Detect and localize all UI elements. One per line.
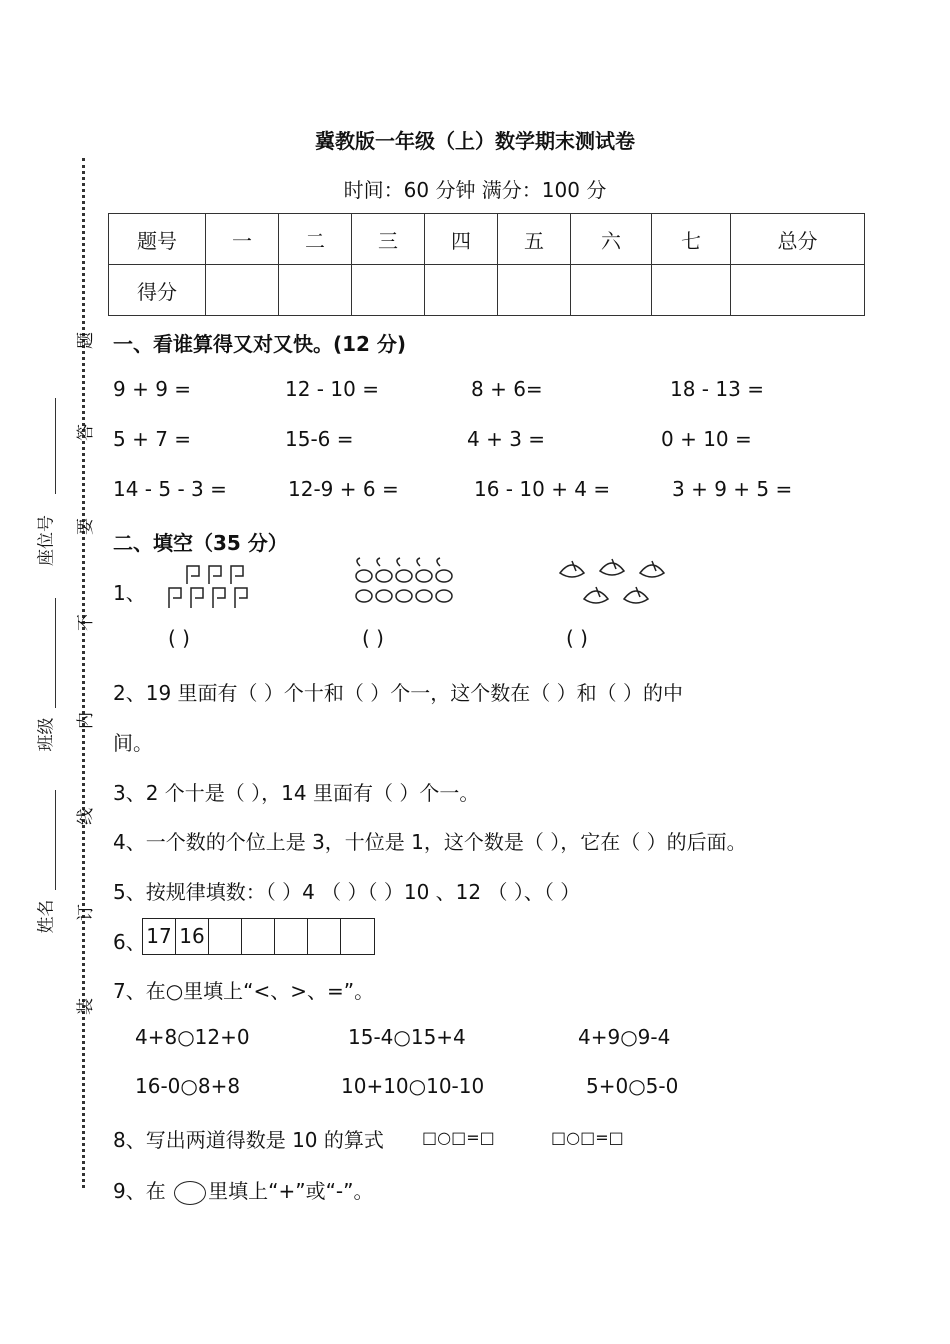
- table-cell: 一: [206, 214, 279, 265]
- score-input-cell[interactable]: [652, 265, 731, 316]
- question-text: 4、一个数的个位上是 3，十位是 1，这个数是（ ），它在（ ）的后面。: [113, 830, 747, 854]
- binding-dotted-line: [82, 158, 85, 1188]
- compare-problem: 4+9○9-4: [578, 1025, 671, 1049]
- calc-problem: 18 - 13 =: [670, 377, 764, 401]
- question-text: 3、2 个十是（ ），14 里面有（ ）个一。: [113, 781, 480, 805]
- balloon-figure-icon: [352, 558, 462, 608]
- score-input-cell[interactable]: [352, 265, 425, 316]
- section-heading: 二、填空（35 分）: [113, 531, 288, 555]
- seal-char: 订: [76, 904, 96, 921]
- answer-blank[interactable]: ( ): [566, 626, 588, 650]
- calc-problem: 4 + 3 =: [467, 427, 546, 451]
- equation-template[interactable]: □○□=□: [551, 1128, 624, 1147]
- answer-blank[interactable]: ( ): [168, 626, 190, 650]
- exam-time-info: 时间：60 分钟 满分：100 分: [343, 178, 607, 202]
- sequence-cell[interactable]: [275, 919, 308, 954]
- question-text-suffix: 里填上“+”或“-”。: [208, 1179, 374, 1203]
- name-label: 姓名: [36, 899, 57, 934]
- seal-char: 线: [76, 808, 96, 825]
- calc-problem: 9 + 9 =: [113, 377, 192, 401]
- score-input-cell[interactable]: [206, 265, 279, 316]
- table-cell: 三: [352, 214, 425, 265]
- seal-char: 不: [76, 614, 96, 631]
- table-cell: 四: [425, 214, 498, 265]
- seal-char: 要: [76, 518, 96, 535]
- seat-number-line[interactable]: [55, 398, 56, 494]
- calc-problem: 12 - 10 =: [285, 377, 379, 401]
- calc-problem: 16 - 10 + 4 =: [474, 477, 611, 501]
- class-line[interactable]: [55, 598, 56, 708]
- question-text: 间。: [113, 731, 153, 755]
- number-sequence-boxes: [142, 918, 375, 955]
- calc-problem: 8 + 6=: [471, 377, 543, 401]
- sequence-cell[interactable]: [242, 919, 275, 954]
- score-input-cell[interactable]: [731, 265, 865, 316]
- question-number: 1、: [113, 581, 146, 605]
- question-text-prefix: 9、在: [113, 1179, 166, 1203]
- seal-char: 答: [76, 424, 96, 441]
- score-table-header-row: [109, 214, 865, 265]
- shell-figure-icon: [556, 555, 681, 613]
- table-cell: 七: [652, 214, 731, 265]
- class-label: 班级: [36, 717, 57, 752]
- seal-char: 题: [76, 332, 96, 349]
- score-input-cell[interactable]: [279, 265, 352, 316]
- table-cell: 得分: [109, 265, 206, 316]
- calc-problem: 5 + 7 =: [113, 427, 192, 451]
- page-title: 冀教版一年级（上）数学期末测试卷: [315, 129, 635, 153]
- sequence-cell[interactable]: [308, 919, 341, 954]
- compare-problem: 15-4○15+4: [348, 1025, 466, 1049]
- table-cell: 六: [571, 214, 652, 265]
- section-heading: 一、看谁算得又对又快。(12 分): [113, 332, 407, 356]
- seal-char: 内: [76, 712, 96, 729]
- compare-problem: 10+10○10-10: [341, 1074, 485, 1098]
- calc-problem: 14 - 5 - 3 =: [113, 477, 227, 501]
- calc-problem: 0 + 10 =: [661, 427, 752, 451]
- calc-problem: 12-9 + 6 =: [288, 477, 399, 501]
- seal-char: 装: [76, 998, 96, 1015]
- question-text: 8、写出两道得数是 10 的算式: [113, 1128, 384, 1152]
- table-cell: 五: [498, 214, 571, 265]
- sequence-cell: 16: [176, 919, 209, 954]
- compare-problem: 4+8○12+0: [135, 1025, 250, 1049]
- compare-problem: 5+0○5-0: [586, 1074, 679, 1098]
- question-text: [113, 1175, 374, 1205]
- question-text: 5、按规律填数：（ ）4 （ ）（ ）10 、12 （ ）、（ ）: [113, 880, 581, 904]
- score-input-cell[interactable]: [425, 265, 498, 316]
- sequence-cell[interactable]: [209, 919, 242, 954]
- score-table: [108, 213, 865, 316]
- name-line[interactable]: [55, 790, 56, 890]
- operator-oval-icon[interactable]: [174, 1181, 206, 1205]
- question-number: 6、: [113, 930, 146, 954]
- answer-blank[interactable]: ( ): [362, 626, 384, 650]
- table-cell: 总分: [731, 214, 865, 265]
- score-input-cell[interactable]: [571, 265, 652, 316]
- equation-template[interactable]: □○□=□: [422, 1128, 495, 1147]
- sequence-cell: 17: [143, 919, 176, 954]
- question-text: 7、在○里填上“<、>、=”。: [113, 979, 375, 1003]
- compare-problem: 16-0○8+8: [135, 1074, 241, 1098]
- score-input-cell[interactable]: [498, 265, 571, 316]
- question-text: 2、19 里面有（ ）个十和（ ）个一，这个数在（ ）和（ ）的中: [113, 681, 683, 705]
- calc-problem: 15-6 =: [285, 427, 354, 451]
- score-table-score-row: [109, 265, 865, 316]
- table-cell: 二: [279, 214, 352, 265]
- hook-figure-icon: [165, 562, 260, 614]
- sequence-cell[interactable]: [341, 919, 374, 954]
- seat-number-label: 座位号: [36, 515, 57, 566]
- calc-problem: 3 + 9 + 5 =: [672, 477, 793, 501]
- table-cell: 题号: [109, 214, 206, 265]
